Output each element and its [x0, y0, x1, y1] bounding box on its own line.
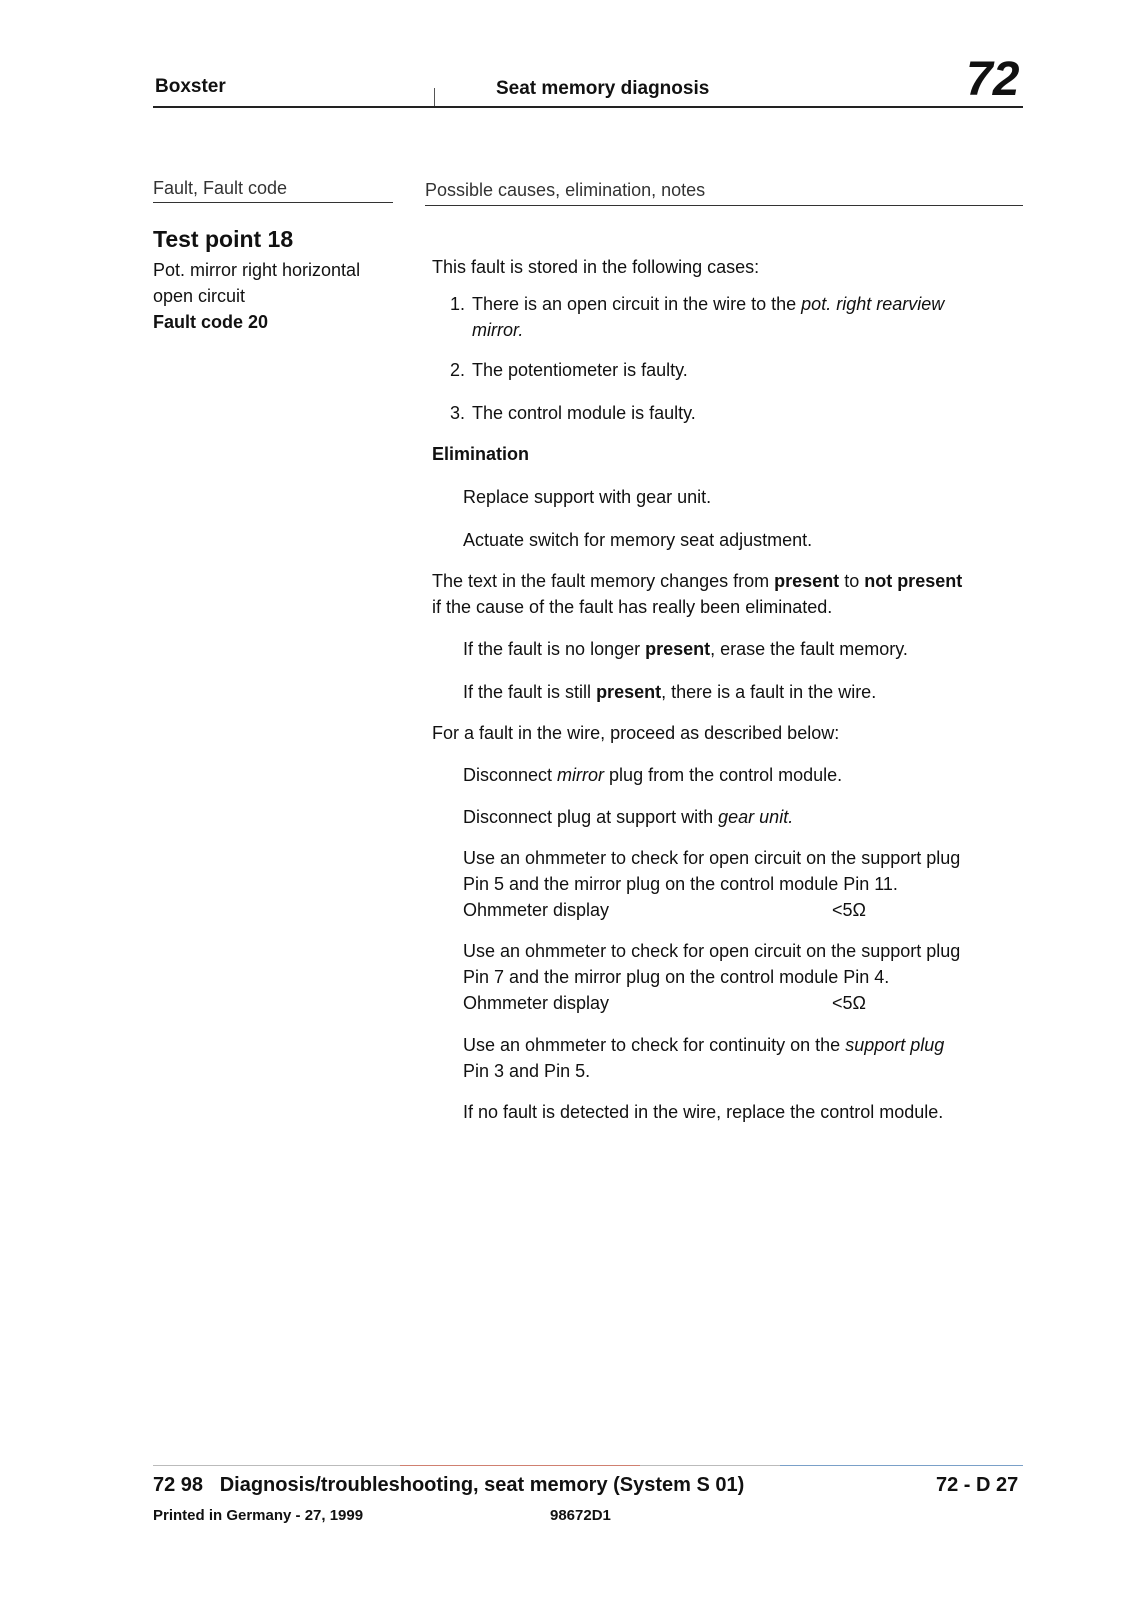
- check1-ohmmeter-row: [463, 897, 983, 923]
- nolonger-present: present: [645, 639, 711, 659]
- fault-description-line1: Pot. mirror right horizontal: [153, 260, 361, 280]
- footer-printed-info: Printed in Germany - 27, 1999: [153, 1507, 364, 1524]
- footer-page-number: 72 - D 27: [936, 1474, 1019, 1496]
- cause-1: [450, 291, 980, 343]
- header-section-title: Seat memory diagnosis: [496, 78, 710, 99]
- cause-1-continuation: mirror.: [472, 320, 524, 340]
- still-present: present: [596, 682, 662, 702]
- test-point-title: Test point 18: [153, 226, 294, 252]
- step-replace-support: Replace support with gear unit.: [463, 487, 712, 507]
- check1-label: Ohmmeter display: [463, 900, 610, 920]
- column-header-causes: Possible causes, elimination, notes: [425, 180, 706, 200]
- intro-text: This fault is stored in the following cases:: [432, 257, 760, 277]
- change-text-d: if the cause of the fault has really been eliminated.: [432, 597, 833, 617]
- check1-value: <5Ω: [832, 900, 866, 920]
- column-header-fault-rule: [153, 202, 393, 203]
- cause-2-text: The potentiometer is faulty.: [472, 360, 688, 380]
- cause-3: [450, 400, 980, 426]
- step-disconnect-mirror-plug: [463, 762, 983, 788]
- nolonger-c: , erase the fault memory.: [710, 639, 908, 659]
- still-a: If the fault is still: [463, 682, 597, 702]
- check-continuity: [463, 1032, 983, 1084]
- change-text-c: to: [839, 571, 865, 591]
- wire-fault-intro: For a fault in the wire, proceed as described below:: [432, 723, 840, 743]
- change-text-a: The text in the fault memory changes from: [432, 571, 775, 591]
- still-present-note: [463, 679, 983, 705]
- check1-line1: Use an ohmmeter to check for open circuit on the support plug: [463, 848, 961, 868]
- step-actuate-switch: Actuate switch for memory seat adjustment.: [463, 530, 813, 550]
- cause-3-number: 3.: [450, 403, 466, 423]
- cause-1-number: 1.: [450, 294, 466, 314]
- footer-rule-accent-red: [400, 1465, 640, 1466]
- cause-2: [450, 357, 980, 383]
- change-not-present: not present: [864, 571, 963, 591]
- fault-memory-change-note: [432, 568, 992, 620]
- check2-ohmmeter-row: [463, 990, 983, 1016]
- cause-1-text: There is an open circuit in the wire to the: [472, 294, 802, 314]
- nolonger-a: If the fault is no longer: [463, 639, 646, 659]
- check2-line1: Use an ohmmeter to check for open circuit on the support plug: [463, 941, 961, 961]
- fault-code: Fault code 20: [153, 312, 269, 332]
- check1-line2: Pin 5 and the mirror plug on the control module Pin 11.: [463, 874, 898, 894]
- check3-line2: Pin 3 and Pin 5.: [463, 1061, 591, 1081]
- disc2-italic: gear unit.: [718, 807, 794, 827]
- header-rule: [153, 106, 1023, 108]
- header-chapter-number: 72: [966, 53, 1020, 106]
- fault-description-line2: open circuit: [153, 286, 246, 306]
- check3-a: Use an ohmmeter to check for continuity on the: [463, 1035, 846, 1055]
- final-note: If no fault is detected in the wire, replace the control module.: [463, 1102, 944, 1122]
- disc1-italic: mirror: [557, 765, 605, 785]
- cause-3-text: The control module is faulty.: [472, 403, 696, 423]
- cause-2-number: 2.: [450, 360, 466, 380]
- footer-document-code: 98672D1: [550, 1507, 611, 1524]
- disc1-a: Disconnect: [463, 765, 558, 785]
- check2-line2: Pin 7 and the mirror plug on the control module Pin 4.: [463, 967, 890, 987]
- footer-rule-accent-blue: [780, 1465, 1023, 1466]
- change-present: present: [774, 571, 840, 591]
- check-pin5-pin11: [463, 845, 983, 923]
- still-c: , there is a fault in the wire.: [661, 682, 877, 702]
- disc2-a: Disconnect plug at support with: [463, 807, 719, 827]
- column-header-causes-rule: [425, 205, 1023, 206]
- disc1-b: plug from the control module.: [604, 765, 843, 785]
- step-disconnect-support-plug: [463, 804, 983, 830]
- header-model: Boxster: [155, 76, 226, 97]
- footer-title: 72 98 Diagnosis/troubleshooting, seat memory (System S 01): [153, 1474, 745, 1496]
- header-divider-tick: [434, 88, 435, 108]
- column-header-fault: Fault, Fault code: [153, 178, 288, 198]
- cause-1-italic: pot. right rearview: [801, 294, 945, 314]
- elimination-heading: Elimination: [432, 444, 530, 464]
- check2-value: <5Ω: [832, 993, 866, 1013]
- check3-italic: support plug: [845, 1035, 945, 1055]
- check-pin7-pin4: [463, 938, 983, 1016]
- check2-label: Ohmmeter display: [463, 993, 610, 1013]
- no-longer-present-note: [463, 636, 983, 662]
